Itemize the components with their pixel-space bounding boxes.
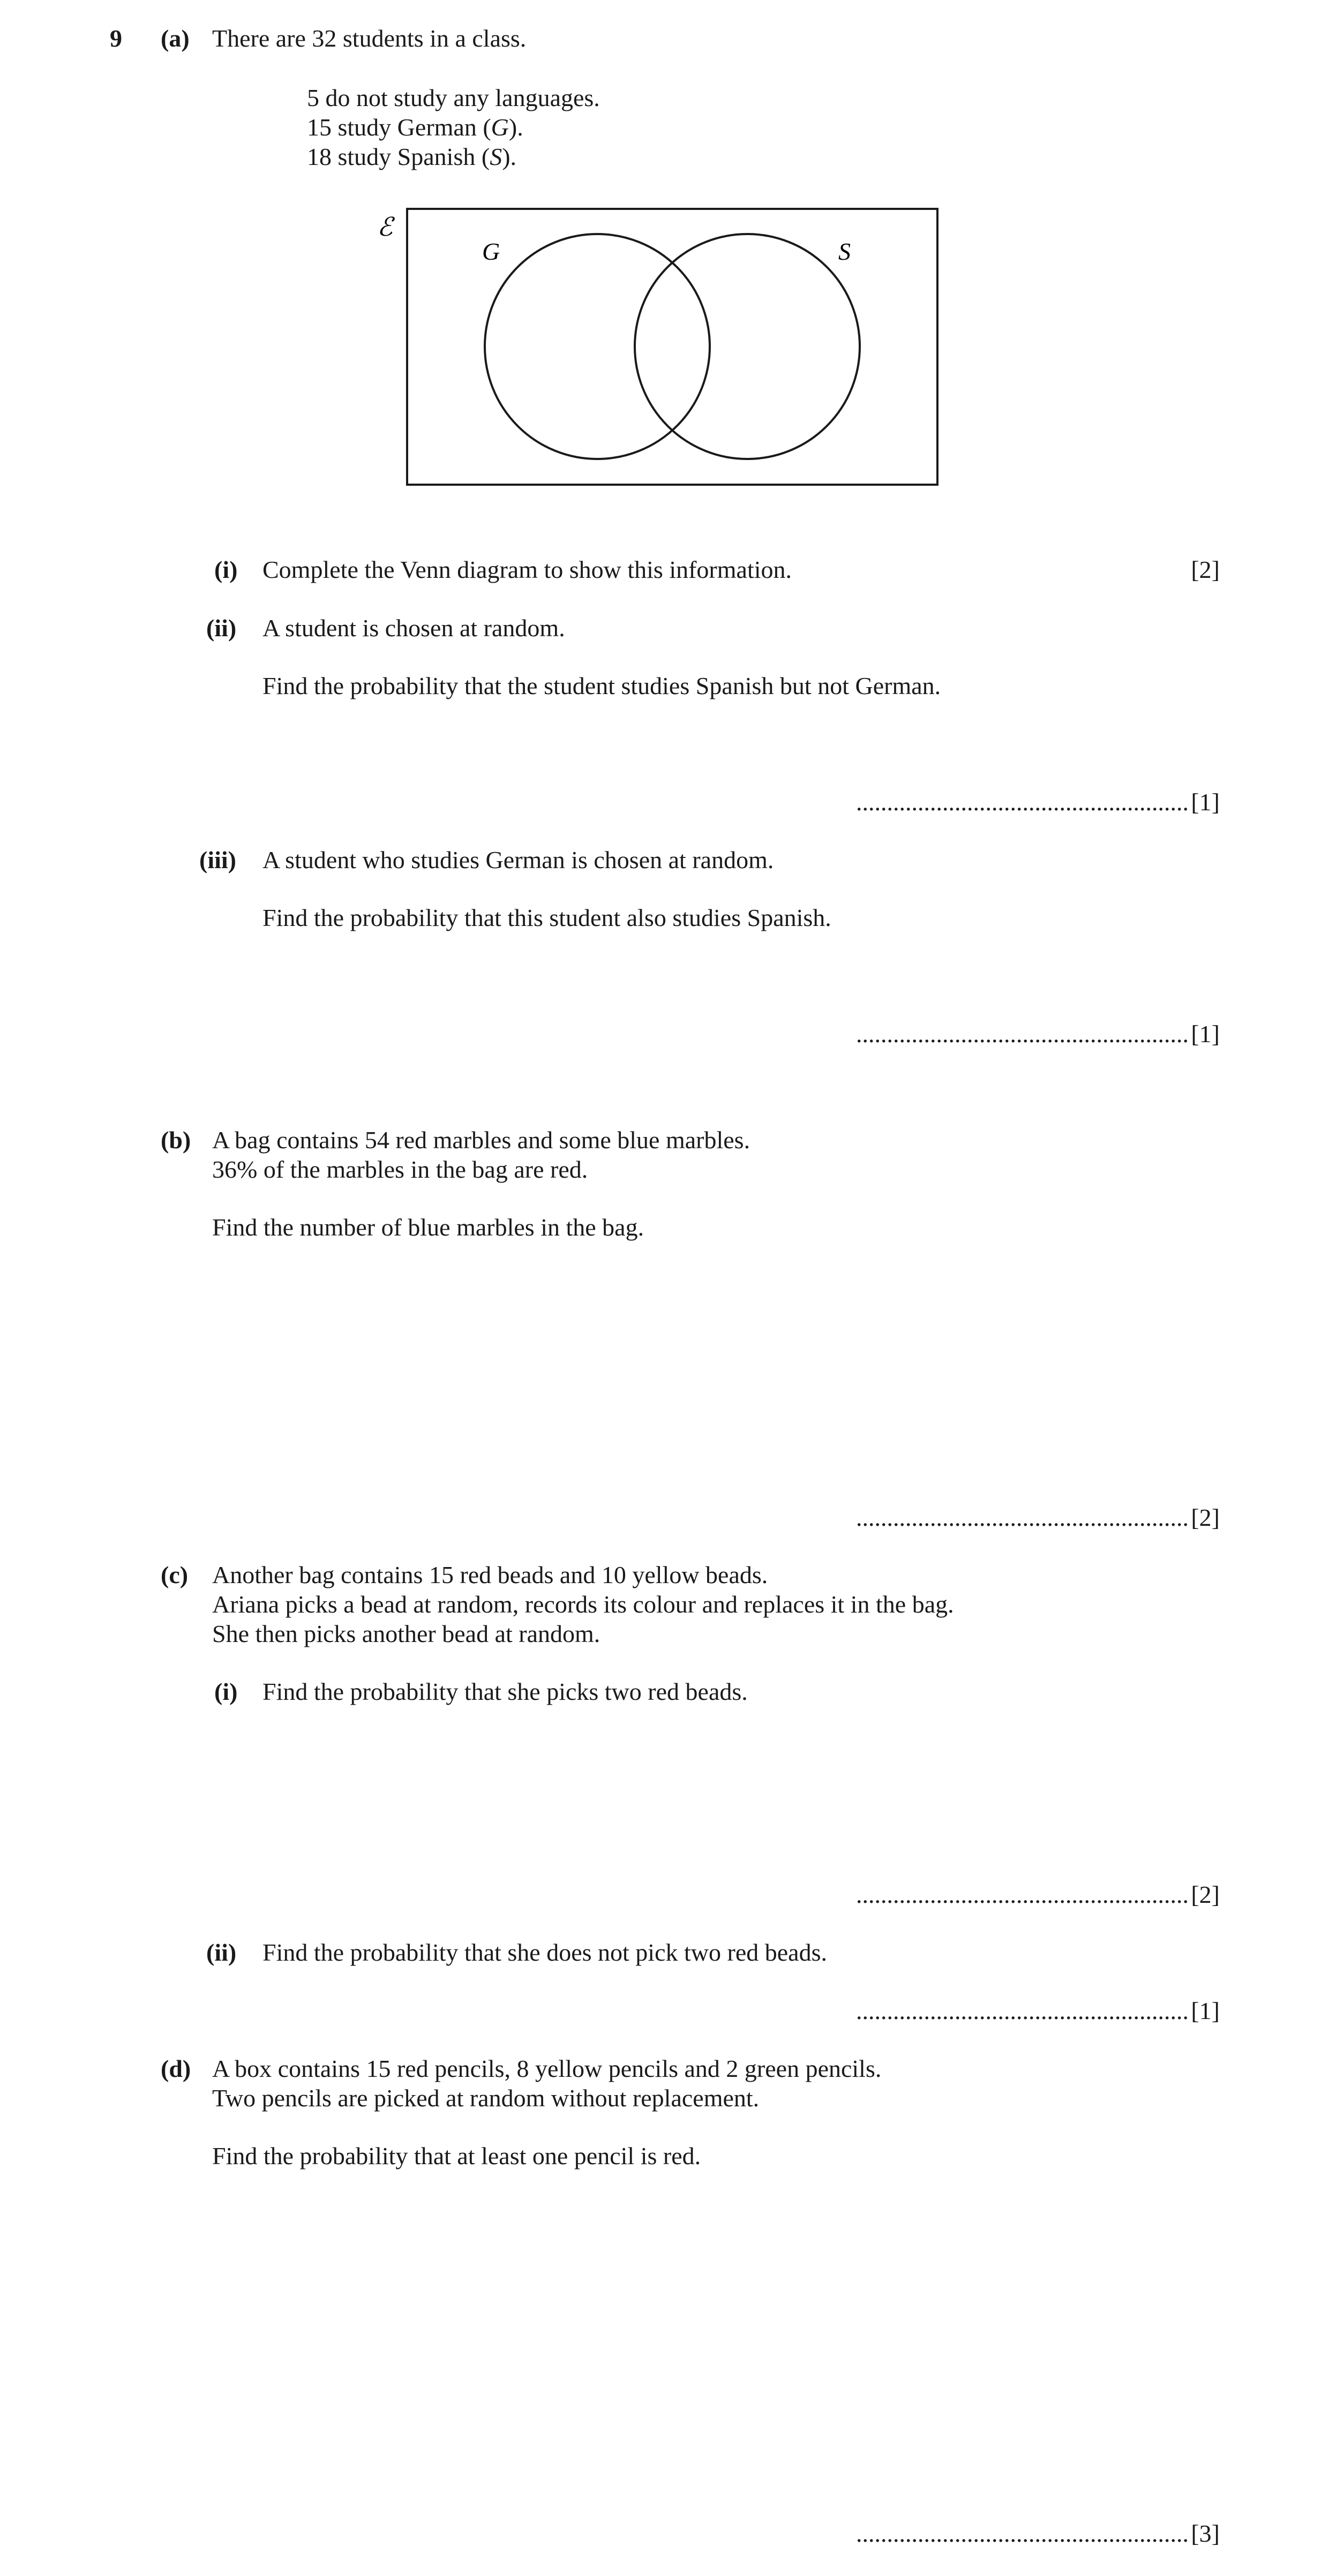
part-c-label: (c) xyxy=(161,1561,189,1588)
fact-spanish: 18 study Spanish (S). xyxy=(307,143,517,170)
part-c-line1: Another bag contains 15 red beads and 10 yellow beads. xyxy=(212,1561,768,1588)
set-s-label: S xyxy=(838,238,851,265)
fact-none: 5 do not study any languages. xyxy=(307,84,600,111)
set-s-circle[interactable] xyxy=(635,234,860,459)
part-a-label: (a) xyxy=(161,25,190,52)
part-d-mark: [3] xyxy=(1191,2520,1220,2547)
part-a-ii-answer-line[interactable]: ...................................................... xyxy=(856,788,1189,816)
part-c-line3: She then picks another bead at random. xyxy=(212,1620,600,1647)
question-number: 9 xyxy=(110,25,122,52)
part-d-line3: Find the probability that at least one pencil is red. xyxy=(212,2142,701,2170)
set-g-label: G xyxy=(482,238,500,265)
part-c-ii-label: (ii) xyxy=(206,1939,237,1966)
fact-german: 15 study German (G). xyxy=(307,114,523,141)
part-a-intro: There are 32 students in a class. xyxy=(212,25,527,52)
part-c-ii-mark: [1] xyxy=(1191,1997,1220,2024)
part-a-ii-label: (ii) xyxy=(206,614,237,642)
part-a-iii-text1: A student who studies German is chosen at random. xyxy=(262,846,774,873)
part-b-line2: 36% of the marbles in the bag are red. xyxy=(212,1156,588,1183)
part-d-line2: Two pencils are picked at random without replacement. xyxy=(212,2084,760,2112)
part-a-iii-mark: [1] xyxy=(1191,1020,1220,1048)
part-b-label: (b) xyxy=(161,1126,191,1154)
part-a-ii-text2: Find the probability that the student studies Spanish but not German. xyxy=(262,672,941,699)
part-d-answer-line[interactable]: ...................................................... xyxy=(856,2520,1189,2547)
part-c-i-label: (i) xyxy=(214,1678,238,1705)
part-c-ii-answer-line[interactable]: ...................................................... xyxy=(856,1997,1189,2024)
part-c-i-text: Find the probability that she picks two red beads. xyxy=(262,1678,748,1705)
part-b-mark: [2] xyxy=(1191,1504,1220,1531)
part-b-line1: A bag contains 54 red marbles and some blue marbles. xyxy=(212,1126,750,1154)
part-a-iii-text2: Find the probability that this student also studies Spanish. xyxy=(262,904,831,931)
part-a-iii-label: (iii) xyxy=(199,846,236,873)
set-g-circle[interactable] xyxy=(485,234,710,459)
part-c-ii-text: Find the probability that she does not pick two red beads. xyxy=(262,1939,827,1966)
part-c-line2: Ariana picks a bead at random, records its colour and replaces it in the bag. xyxy=(212,1591,954,1618)
part-a-i-label: (i) xyxy=(214,556,238,583)
part-b-answer-line[interactable]: ...................................................... xyxy=(856,1504,1189,1531)
part-a-iii-answer-line[interactable]: ...................................................... xyxy=(856,1020,1189,1048)
part-a-i-text: Complete the Venn diagram to show this information. xyxy=(262,556,792,583)
part-a-ii-mark: [1] xyxy=(1191,788,1220,816)
venn-diagram[interactable] xyxy=(370,204,948,493)
part-a-i-mark: [2] xyxy=(1191,556,1220,583)
universal-set-symbol: ℰ xyxy=(377,213,393,242)
part-d-label: (d) xyxy=(161,2055,191,2082)
part-d-line1: A box contains 15 red pencils, 8 yellow pencils and 2 green pencils. xyxy=(212,2055,882,2082)
part-c-i-mark: [2] xyxy=(1191,1881,1220,1908)
part-b-line3: Find the number of blue marbles in the bag. xyxy=(212,1214,644,1241)
part-a-ii-text1: A student is chosen at random. xyxy=(262,614,565,642)
part-c-i-answer-line[interactable]: ...................................................... xyxy=(856,1881,1189,1908)
